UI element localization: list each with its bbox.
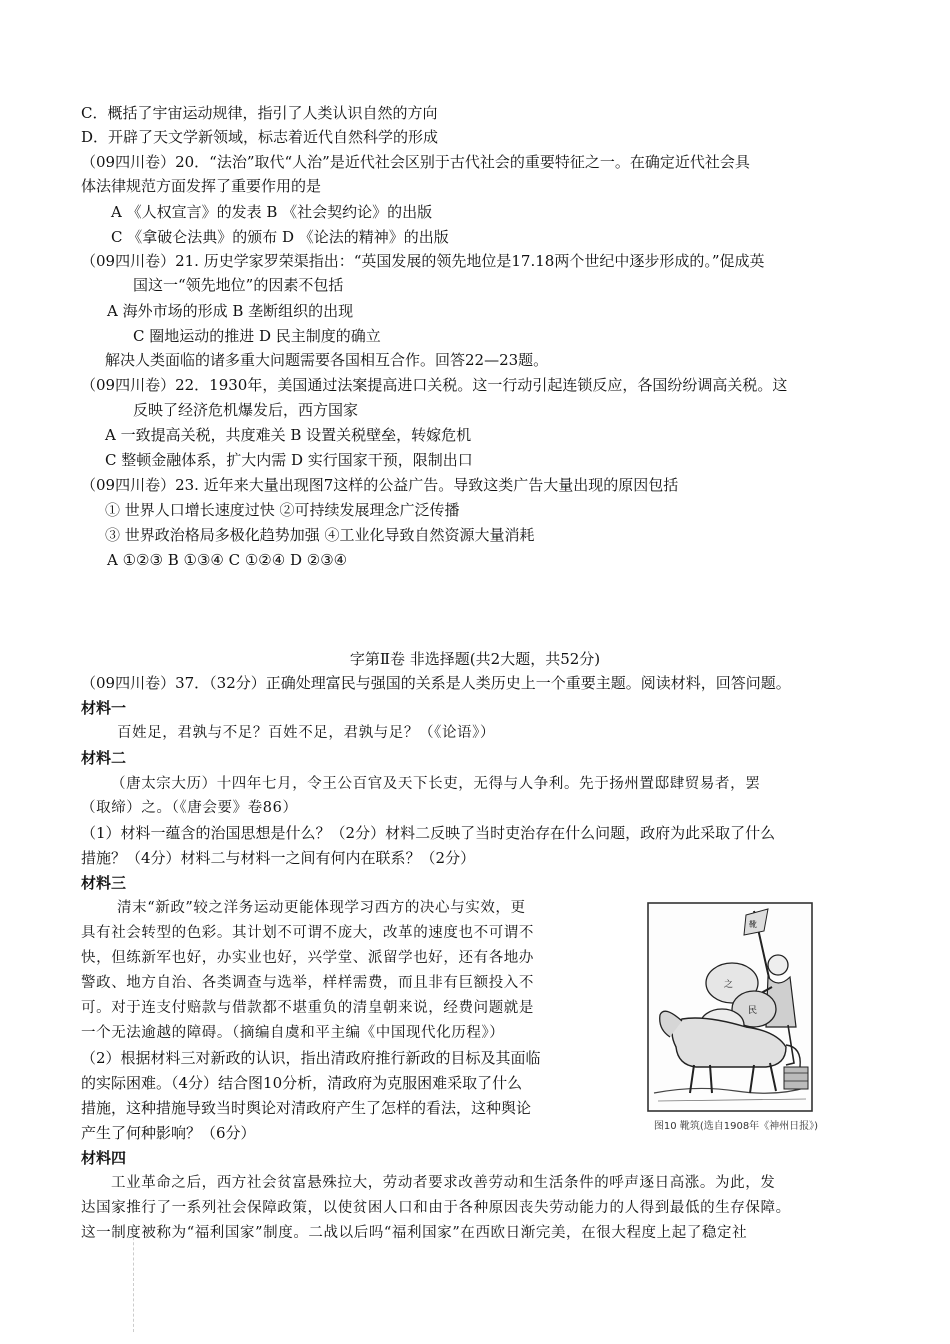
- material-2-label: 材料二: [81, 749, 127, 767]
- q22-options-cd: C 整顿金融体系，扩大内需 D 实行国家干预，限制出口: [105, 451, 473, 469]
- q20-options-ab: A 《人权宣言》的发表 B 《社会契约论》的出版: [111, 203, 433, 221]
- sub-question-2-line: 的实际困难。（4分）结合图10分析，清政府为克服困难采取了什么: [81, 1074, 523, 1092]
- q21-stem-cont: 国这一“领先地位”的因素不包括: [133, 276, 344, 294]
- material-1-label: 材料一: [81, 699, 127, 717]
- sub-question-2-line: 措施，这种措施导致当时舆论对清政府产生了怎样的看法，这种舆论: [81, 1099, 532, 1117]
- material-2-line-1: （唐太宗大历）十四年七月，令王公百官及天下长吏，无得与人争利。先于扬州置邸肆贸易者，罢: [111, 776, 761, 792]
- q22-stem: （09四川卷）22．1930年，美国通过法案提高进口关税。这一行动引起连锁反应，各国纷纷调高关税。这: [81, 376, 788, 394]
- material-4-label: 材料四: [81, 1149, 127, 1167]
- q21-stem: （09四川卷）21. 历史学家罗荣渠指出：“英国发展的领先地位是17.18两个世纪中逐步形成的。”促成英: [81, 252, 765, 270]
- material-3-label: 材料三: [81, 874, 127, 892]
- q22-stem-cont: 反映了经济危机爆发后，西方国家: [133, 401, 359, 419]
- q23-items-3-4: ③ 世界政治格局多极化趋势加强 ④工业化导致自然资源大量消耗: [105, 526, 535, 544]
- q20-stem: （09四川卷）20．“法治”取代“人治”是近代社会区别于古代社会的重要特征之一。在确定近代社会具: [81, 153, 750, 171]
- material-3-line: 具有社会转型的色彩。其计划不可谓不庞大，改革的速度也不可谓不: [81, 925, 534, 941]
- q21-options-ab: A 海外市场的形成 B 垄断组织的出现: [107, 302, 354, 320]
- material-4-line: 这一制度被称为“福利国家”制度。二战以后吗“福利国家”在西欧日渐完美，在很大程度上起了稳定社: [81, 1225, 748, 1241]
- q23-stem: （09四川卷）23. 近年来大量出现图7这样的公益广告。导致这类广告大量出现的原因包括: [81, 476, 679, 494]
- material-4-line: 达国家推行了一系列社会保障政策，以使贫困人口和由于各种原因丧失劳动能力的人得到最低的生存保障。: [81, 1200, 791, 1216]
- margin-guide-line: [133, 1232, 135, 1332]
- figure-10-illustration: [636, 897, 836, 1119]
- section-2-title: 字第Ⅱ卷 非选择题(共2大题，共52分): [349, 650, 601, 668]
- material-2-line-2: （取缔）之。（《唐会要》卷86）: [81, 800, 298, 816]
- material-4-line: 工业革命之后，西方社会贫富悬殊拉大，劳动者要求改善劳动和生活条件的呼声逐日高涨。为此，发: [111, 1175, 776, 1191]
- sub-question-2-line: 产生了何种影响？（6分）: [81, 1124, 256, 1142]
- material-3-line: 可。对于连支付赔款与借款都不堪重负的清皇朝来说，经费问题就是: [81, 1000, 534, 1016]
- material-3-line: 清末“新政”较之洋务运动更能体现学习西方的决心与实效，更: [117, 900, 526, 916]
- svg-text:靴: 靴: [749, 920, 757, 929]
- material-3-line: 一个无法逾越的障碍。（摘编自虞和平主编《中国现代化历程》）: [81, 1025, 505, 1041]
- svg-text:之: 之: [724, 980, 734, 990]
- q19-option-d: D．开辟了天文学新领域，标志着近代自然科学的形成: [81, 128, 439, 146]
- q22-23-intro: 解决人类面临的诸多重大问题需要各国相互合作。回答22—23题。: [105, 351, 549, 369]
- q23-answer-options: A ①②③ B ①③④ C ①②④ D ②③④: [107, 551, 348, 569]
- figure-10: [636, 897, 836, 1137]
- sub-question-1-line-2: 措施？（4分）材料二与材料一之间有何内在联系？（2分）: [81, 849, 476, 867]
- q23-items-1-2: ① 世界人口增长速度过快 ②可持续发展理念广泛传播: [105, 501, 460, 519]
- sub-question-2-line: （2）根据材料三对新政的认识，指出清政府推行新政的目标及其面临: [81, 1049, 541, 1067]
- material-3-line: 警政、地方自治、各类调查与选举，样样需费，而且非有巨额投入不: [81, 975, 534, 991]
- q21-options-cd: C 圈地运动的推进 D 民主制度的确立: [133, 327, 381, 345]
- q37-stem: （09四川卷）37．（32分）正确处理富民与强国的关系是人类历史上一个重要主题。阅读材料，回答问题。: [81, 674, 791, 692]
- material-1-text: 百姓足，君孰与不足？百姓不足，君孰与足？（《论语》）: [117, 725, 496, 741]
- svg-text:民: 民: [748, 1006, 758, 1016]
- figure-10-caption: 图10 靴筑(选自1908年《神州日报》): [653, 1121, 819, 1132]
- q20-options-cd: C 《拿破仑法典》的颁布 D 《论法的精神》的出版: [111, 228, 449, 246]
- material-3-line: 快，但练新军也好，办实业也好，兴学堂、派留学也好，还有各地办: [81, 950, 534, 966]
- q19-option-c: C．概括了宇宙运动规律，指引了人类认识自然的方向: [81, 104, 438, 122]
- sub-question-1-line-1: （1）材料一蕴含的治国思想是什么？（2分）材料二反映了当时吏治存在什么问题，政府为此采取了什么: [81, 824, 776, 842]
- q20-stem-cont: 体法律规范方面发挥了重要作用的是: [81, 177, 322, 195]
- q22-options-ab: A 一致提高关税，共度难关 B 设置关税壁垒，转嫁危机: [105, 426, 472, 444]
